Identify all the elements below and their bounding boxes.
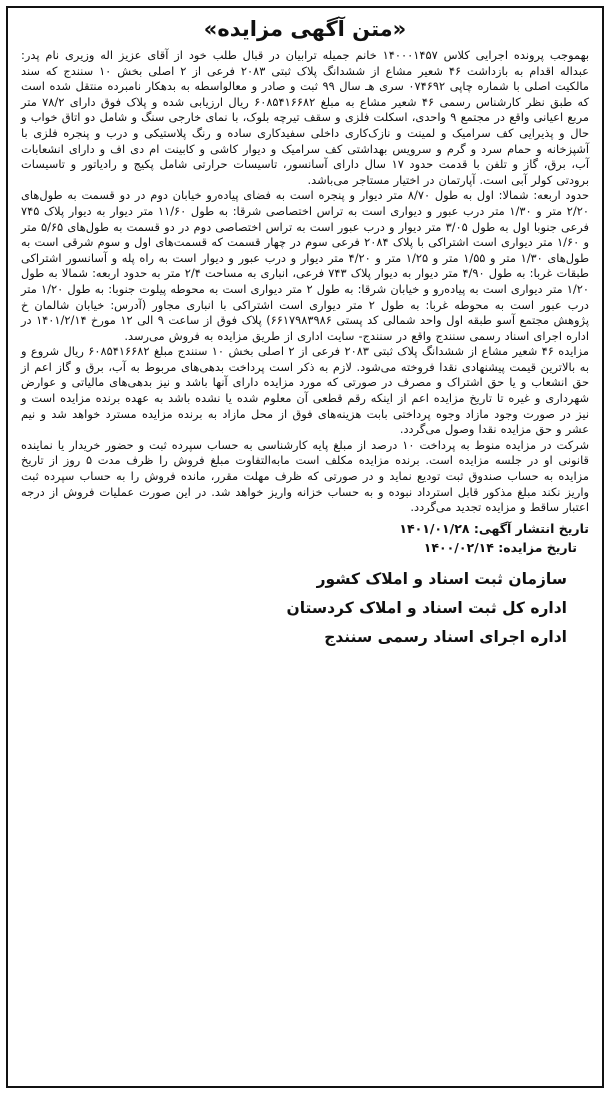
auction-date: تاریخ مزایده: ۱۴۰۰/۰۲/۱۴ xyxy=(423,539,577,555)
notice-dates xyxy=(21,519,589,557)
notice-paragraph-intro: بهموجب پرونده اجرایی کلاس ۱۴۰۰۰۱۴۵۷ خانم جمیله ترابیان در قبال طلب خود از آقای عزیز اله وزیری نام پدر: عبداله اقدام به بازداشت ۴۶ شعیر مشاع از ششدانگ پلاک ثبتی ۲۰۸۳ فرعی از ۲ اصلی بخش ۱۰ سنندج که سند مالکیت اصلی با شماره چاپی ۰۷۴۶۹۲ سری هـ سال ۹۹ ثبت و صادر و معالواسطه به بدهکار نامبرده منتقل شده است که طبق نظر کارشناس رسمی ۴۶ شعیر مشاع به مبلغ ۶۰۸۵۴۱۶۶۸۲ ریال ارزیابی شده و پلاک فوق دارای ۷۸/۲ متر مربع اعیانی واقع در مجتمع ۹ واحدی، اسکلت فلزی و سقف تیرچه بلوک، با نمای خارجی سنگ و شامل دو اتاق خواب و حال و پذیرایی کف سرامیک و لمینت و نازک‌کاری داخلی سفیدکاری ساده و رنگ پلاستیکی و درب و پنجره فلزی با آشپزخانه و حمام سرد و گرم و سرویس بهداشتی کف سرامیک و دیوار کاشی و کابینت ام دی اف و دارای انشعابات آب، برق، گاز و تلفن با قدمت حدود ۱۷ سال دارای آسانسور، تاسیسات حرارتی شامل پکیج و رادیاتور و تاسیسات برودتی کولر آبی است. آپارتمان در اختیار مستاجر می‌باشد. xyxy=(21,48,589,187)
notice-content xyxy=(21,14,589,1080)
notice-frame xyxy=(6,6,604,1088)
org-national-registry: سازمان ثبت اسناد و املاک کشور xyxy=(316,569,567,588)
publish-date: تاریخ انتشار آگهی: ۱۴۰۱/۰۱/۲۸ xyxy=(399,520,589,536)
notice-title: «متن آگهی مزایده» xyxy=(203,17,407,41)
org-sanandaj-enforcement: اداره اجرای اسناد رسمی سنندج xyxy=(324,627,567,646)
notice-paragraph-auction-terms: مزایده ۴۶ شعیر مشاع از ششدانگ پلاک ثبتی ۲۰۸۳ فرعی از ۲ اصلی بخش ۱۰ سنندج مبلغ ۶۰۸۵۴۱۶۶۸۲ ریال شروع و به بالاترین قیمت پیشنهادی نقدا فروخته می‌شود. لازم به ذکر است پرداخت بدهی‌های مربوط به آب، برق و گاز اعم از حق انشعاب و یا حق اشتراک و مصرف در صورتی که مورد مزایده دارای آنها باشد و نیز بدهی‌های مالیاتی و عوارض شهرداری و غیره تا تاریخ مزایده اعم از اینکه رقم قطعی آن معلوم شده یا نشده باشد به عهده برنده مزایده است و نیز در صورت وجود مازاد وجوه پرداختی بابت هزینه‌های فوق از محل مازاد به برنده مزایده مسترد خواهد شد و نیم عشر و حق مزایده نقدا وصول می‌گردد. xyxy=(21,344,589,437)
notice-paragraph-boundaries: حدود اربعه: شمالا: اول به طول ۸/۷۰ متر دیوار و پنجره است به فضای پیاده‌رو خیابان دوم در دو قسمت به طول‌های ۲/۲۰ متر و ۱/۳۰ متر درب عبور و دیواری است به تراس اختصاصی شرقا: به طول ۱۱/۶۰ متر دیوار به دیوار پلاک ۷۴۵ فرعی جنوبا اول به طول ۳/۰۵ متر دیوار و درب عبور است به تراس اختصاصی دوم در دو قسمت به طول‌های ۵/۶۵ متر و ۱/۶۰ متر دیواری است اشتراکی با پلاک ۲۰۸۴ فرعی سوم در چهار قسمت که قسمت‌های اول و سوم شرقی است به طول‌های ۱/۳۰ متر و ۱/۵۵ متر و ۱/۲۵ متر و ۴/۲۰ متر دیوار و درب عبور و دیوار است به راه پله و آسانسور اشتراکی طبقات غربا: به طول ۴/۹۰ متر دیوار به دیوار پلاک ۷۴۳ فرعی، انباری به مساحت ۲/۴ متر به حدود اربعه: شمالا به طول ۱/۲۰ متر دیواری است به پیاده‌رو و خیابان شرقا: به طول ۲ متر دیواری است به محوطه پیلوت جنوبا: به طول ۱/۲۰ متر درب عبور است به محوطه غربا: به طول ۲ متر دیواری است اشتراکی با انباری مجاور (آدرس: خیابان شالمان خ پژوهش مجتمع آسو طبقه اول واحد شمالی کد پستی ۶۶۱۷۹۸۳۹۸۶) پلاک فوق از ساعت ۹ الی ۱۲ مورخ ۱۴۰۱/۲/۱۴ در اداره اجرای اسناد رسمی سنندج واقع در سنندج- سایت اداری از طریق مزایده به فروش می‌رسد. xyxy=(21,188,590,343)
org-kurdistan-registry: اداره کل ثبت اسناد و املاک کردستان xyxy=(286,598,567,617)
notice-paragraph-participation: شرکت در مزایده منوط به پرداخت ۱۰ درصد از مبلغ پایه کارشناسی به حساب سپرده ثبت و حضور خریدار یا نماینده قانونی او در جلسه مزایده است. برنده مزایده مکلف است مابه‌التفاوت مبلغ فروش را ظرف مدت ۵ روز از تاریخ مزایده به حساب صندوق ثبت تودیع نماید و در صورتی که ظرف مهلت مقرر، مانده فروش را به حساب سپرده ثبت واریز نکند مبلغ مذکور قابل استرداد نبوده و به حساب خزانه واریز خواهد شد. در این صورت عملیات فروش از درجه اعتبار ساقط و مزایده تجدید می‌گردد. xyxy=(21,437,589,515)
issuing-organizations xyxy=(21,565,589,652)
